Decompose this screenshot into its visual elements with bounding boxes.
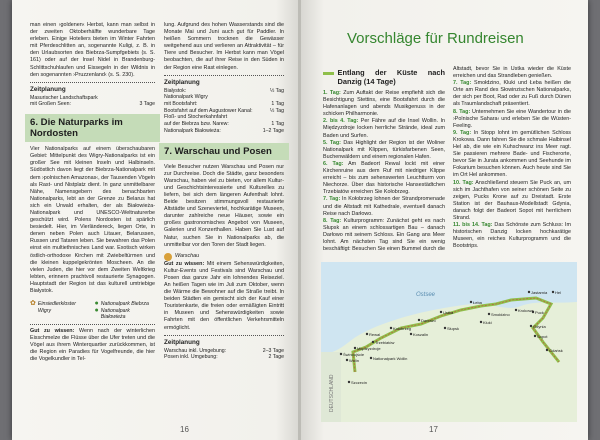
icon-item: ✿ Einsiedlerkloster Wigry (30, 301, 91, 321)
book-spread (12, 0, 588, 440)
page-number: 17 (429, 425, 438, 434)
right-column-1 (323, 68, 445, 253)
map-place-label: Świnoujście (343, 352, 365, 357)
map-place-label: Hel (555, 290, 562, 295)
zeitplanung-row: Nationalpark Wigry (164, 94, 208, 101)
map-sea-label: Ostsee (416, 292, 436, 298)
map-place-dot (534, 335, 536, 337)
map-place-label: Gdańsk (549, 348, 563, 353)
map-place-label: Kołobrzeg (393, 326, 412, 331)
map-place-label: Darłowo (421, 318, 436, 323)
route-day: 5. Tag: Das Highlight der Region ist der Woliner Nationalpark mit Klippen, türkisfarbenen Seen, Buchenwäldern und einem regionalen Hafen. (323, 139, 445, 160)
left-column-1 (30, 22, 155, 363)
route-map (321, 262, 577, 422)
route-day: 2. bis 4. Tag: Per Fähre auf die Insel Wollin. In Międzyzdroje locken herrliche Strände, ideal zum Baden und Surfen. (323, 118, 445, 139)
map-place-dot (546, 349, 548, 351)
map-place-dot (354, 347, 356, 349)
right-page (301, 0, 588, 440)
outro-text: Gut zu wissen: Wenn nach der winterlichen Eisschmelze die Flüsse über die Ufer treten und die Vögel aus ihrem Winterquartier zurückkommen, ist die Region ein Paradies für Vogelfreunde, die hier die Vogelkundler in Tel- (30, 327, 155, 363)
col2-intro: lung. Aufgrund des hohen Wasserstands sind die Monate Mai und Juni auch gut für Paddler. In heißen Sommern trocknen die Gewässer weitgehend aus und verlieren an Attraktivität – für Tiere und Besucher. Im Herbst kann man Vögel beobachten, die auf ihrer Reise in den Süden in der Region eine Rast einlegen. (164, 22, 284, 71)
map-place-label: Kluki (483, 320, 492, 325)
route-day: 8. Tag: Unternehmen Sie eine Wandertour in die ›Polnische Sahara‹ und erleben Sie die Wüsten-Feeling. (453, 108, 571, 129)
map-place-dot (410, 333, 412, 335)
zeitplanung-table (164, 348, 284, 361)
map-place-label: Rewal (369, 332, 381, 337)
map-place-label: Gdynia (533, 324, 546, 329)
route-bar-icon (323, 72, 334, 75)
zeitplanung-row: Białystok: ½ Tag (164, 87, 284, 94)
map-place-dot (552, 291, 554, 293)
map-place-dot (515, 309, 517, 311)
route-header (323, 68, 445, 86)
map-place-label: Międzyzdroje (357, 346, 381, 351)
warschau-marker (164, 253, 284, 261)
zeitplanung-table (164, 88, 284, 135)
zeitplanung-row: auf der Biebrza bzw. Narew: 1 Tag (164, 121, 284, 128)
route-day: 10. Tag: Anschließend steuern Sie Puck an, um sich im Jachthafen von seiner schönen Seite zu zeigen, Pucks Krone auf zu Dreistadt. Erste Station ist der Bauhaus-Modellstadt Gdynia, danach folgt der Badeort Sopot mit herrlichem Strand. (453, 179, 571, 221)
map-place-dot (418, 319, 420, 321)
map-place-dot (480, 321, 482, 323)
nature-icon: ● (94, 306, 99, 314)
map-place-label: Łeba (473, 300, 482, 305)
route-day: 7. Tag: In Kołobrzeg lohnen der Strandpromenade und die Altstadt mit Kathedrale, eventuell danach Reise nach Darłowo. (323, 196, 445, 217)
divider (164, 335, 284, 336)
icon-list (30, 301, 155, 321)
map-place-dot (372, 341, 374, 343)
route-day: 8. Tag: Kulturprogramm: Zunächst geht es nach Słupsk an einem schlossartigen Bau – danach Darłowo mit seinem Schloss. Ein Gang ans Meer lohnt. Am nächsten Tag sind Sie ein wenig beschäftigt: Besuchen Sie einen Bummel durch die (323, 217, 445, 253)
section-6-heading-box (25, 114, 160, 142)
map-place-dot (440, 311, 442, 313)
section-7-body: Viele Besucher nutzen Warschau und Posen nur zur Durchreise. Doch die Städte, ganz besonders Warschau, haben viel zu bieten, vor allem Kultur- und Geschichtsinteressierte und Kulturelles zu liefern, bei sich dem längeren Aufenthalt lohnt. Beide besitzen stimmungsvoll restaurierte Altstädte und Szeneviertel, hochkarätige Museen, darunter zahlreiche neue Häuser, sowie ein großes gastronomisches Angebot von Museen, Galerien und Konzerthallen. Haben Sie Lust auf Natur, suchen Sie in Nationalparks ab, die unmittelbar vor den Toren der Stadt liegen. (164, 163, 284, 248)
section-6-body: Vier Nationalparks auf einem überschaubaren Gebiet: Mittelpunkt des Wigry-Nationalparks ist ein großer See mit kleinen Inseln und Halbinseln. Südöstlich davon liegt der Biebrza-Nationalpark mit dem ›polnischen Amazonas‹, der Tausenden Vögeln als Rast- und Nistplatz dient. In ganz unmittelbarer Nähe, Namensgebern des benachbarten Nationalparks, lebt an der Grenze zu Belarus hat sich ein Urwald erhalten, der als Białowieża-Nationalpark und UNESCO-Weltnaturerbe geschützt wird. Polens Nordosten ist spärlich besiedelt. Hier, im Vierländereck, liegen Orte, in denen neben Polen auch Litauer, Belarussen, Russen und Tataren leben. Sie bewahren das Polen einst ein multiethnisches Land war. Exotisch wirken östlich-orthodoxe Kirchen mit Zwiebeltürmen und die kleinen kuppelgekrönten Moscheen. An die vielen Juden, die hier vor dem Zweiten Weltkrieg lebten, erinnern prachtvoll restaurierte Synagogen. Hauptstadt der Region ist das kulturell umtriebige Białystok. (30, 146, 155, 295)
map-place-dot (470, 301, 472, 303)
map-place-dot (346, 359, 348, 361)
map-place-label: Sopot (537, 334, 548, 339)
divider (30, 82, 155, 83)
map-place-label: Nationalpark Wollin (373, 356, 408, 361)
map-place-label: Wolin (349, 358, 359, 363)
sun-icon (164, 253, 172, 261)
zeitplanung-row: Bootsfahrt auf dem Augustower Kanal: ½ Tag (164, 107, 284, 114)
map-place-dot (390, 327, 392, 329)
zeitplanung-row: mit Großen Seen: 3 Tage (30, 101, 155, 108)
zeitplanung-heading: Zeitplanung (164, 338, 200, 346)
route-title: Entlang der Küste nach Danzig (14 Tage) (337, 68, 445, 86)
route-day: 7. Tag: Smołdzino, Kluki und Łeba heißen die Orte am Rand des Słowinzischen Nationalparks, der sich per Boot, Rad oder zu Fuß durch Dünen als Traumlandschaft präsentiert. (453, 80, 571, 108)
map-country-label: DEUTSCHLAND (329, 374, 335, 412)
map-place-dot (340, 353, 342, 355)
route-day: 9. Tag: In Stopp lohnt im gemütlichen Schloss Krokowa. Dann fahren Sie die schmale Halbinsel Hel ab, die wie ein Kuhschwanz ins Meer ragt. Sie passieren mehrere Bade- und Fischerorte, bevor Sie in Jurata ankommen und Seehunde im Fokarium besuchen können. Auch heute sind Sie im Ort Hel ankommen. (453, 129, 571, 179)
zeitplanung-row: Masurischer Landschaftspark (30, 94, 98, 101)
map-place-label: Krokowa (518, 308, 534, 313)
icon-item-group: ● Nationalpark Biebrza ● Nationalpark Białowieża (94, 300, 149, 321)
left-column-2 (164, 22, 284, 361)
page-title: Vorschläge für Rundreisen (347, 30, 524, 47)
map-place-dot (530, 325, 532, 327)
map-place-dot (366, 333, 368, 335)
intro-text: man einen ›goldenen‹ Herbst, kann man selbst in der zweiten Oktoberhälfte wunderbare Tage erleben. Einige Hoteliers bieten im Winter Fahrten mit Pferdeschlitten an, sogenannte Kuligi, z. B. in den Urlaubsorten des Biebrza-Sumpfgebiets (s. S. 161) oder auf der Insel Nidel in Brandenburg-Schlittschuhlaufen und Eissegeln in der Wildnis in den sogenannten ›Pruzzenland‹ (s. S. 230). (30, 22, 155, 78)
page-number: 16 (180, 425, 189, 434)
route-day: 1. Tag: Zum Auftakt der Reise empfiehlt sich die Besichtigung Stettins, eine Bootsfahrt durch die Hafenanlagen und abends Musikgenuss in der schicken Philharmonie. (323, 90, 445, 118)
map-place-label: Ustka (443, 310, 454, 315)
route-day: 11. bis 14. Tag: Das Schönste zum Schluss: Im historischen Danzig locken hochkarätige Museen, ein reiches Kulturprogramm und die Bootstrips. (453, 222, 571, 250)
right-column-2 (453, 66, 571, 250)
map-place-dot (370, 357, 372, 359)
zeitplanung-row: Floß- und Stocherkahnfahrt (164, 114, 228, 121)
left-page (12, 0, 299, 440)
map-place-label: Puck (535, 310, 544, 315)
route-day: 6. Tag: Am Badeort Rewal lockt mit einer Kirchenruine aus dem Ruf mit niedriger Klippe erreicht – bis zum sehenswerten Leuchtturm von Niechorze. Über das historische Hansestädtchen Trzebiatów erreichen Sie Kołobrzeg. (323, 160, 445, 196)
map-place-dot (488, 313, 490, 315)
map-place-label: Smołdzino (491, 312, 510, 317)
nature-icon: ● (94, 300, 99, 308)
zeitplanung-row: mit Bootsfahrt: 1 Tag (164, 101, 284, 108)
warschau-text: Gut zu wissen: Mit einem Sehenswürdigkeiten, Kultur-Events und Festivals sind Warschau und Posen das ganze Jahr ein lohnendes Reiseziel. An heißen Tagen wie im Juli zum Oktober, wenn die Wärme die Bewohner auf die Straße treibt. In beiden Städten ein gemischt sich der Kauf einer Touristenkarte, die freien oder ermäßigten Eintritt in Museen und Sehenswürdigkeiten sowie Fahrten mit den öffentlichen Verkehrsmitteln ermöglicht. (164, 260, 284, 331)
zeitplanung-row: Nationalpark Białowieża: 1–2 Tage (164, 127, 284, 134)
route-days (323, 90, 445, 253)
warschau-label: Warschau (175, 253, 200, 260)
map-place-label: Słupsk (447, 326, 460, 331)
zeitplanung-row: Warschau inkl. Umgebung: 2–3 Tage (164, 347, 284, 354)
section-7-title: 7. Warschau und Posen (164, 145, 272, 157)
map-place-label: Jastarnia (531, 290, 548, 295)
map-place-label: Szczecin (351, 380, 368, 385)
divider (164, 75, 284, 76)
map-place-label: Koszalin (413, 332, 429, 337)
section-7-heading-box (159, 143, 289, 160)
zeitplanung-heading: Zeitplanung (30, 85, 66, 93)
map-place-dot (444, 327, 446, 329)
route-days-continued (453, 66, 571, 250)
zeitplanung-heading: Zeitplanung (164, 78, 200, 86)
map-place-dot (348, 381, 350, 383)
section-6-title: 6. Die Naturparks im Nordosten (30, 117, 123, 140)
monastery-icon: ✿ (30, 300, 36, 308)
route-day: Altstadt, bevor Sie in Ustka wieder die Küste erreichen und das Strandleben genießen. (453, 66, 571, 80)
map-place-label: Trzebiatów (375, 340, 395, 345)
map-place-dot (528, 291, 530, 293)
zeitplanung-row: Posen inkl. Umgebung: 2 Tage (164, 354, 284, 361)
divider (30, 324, 155, 325)
